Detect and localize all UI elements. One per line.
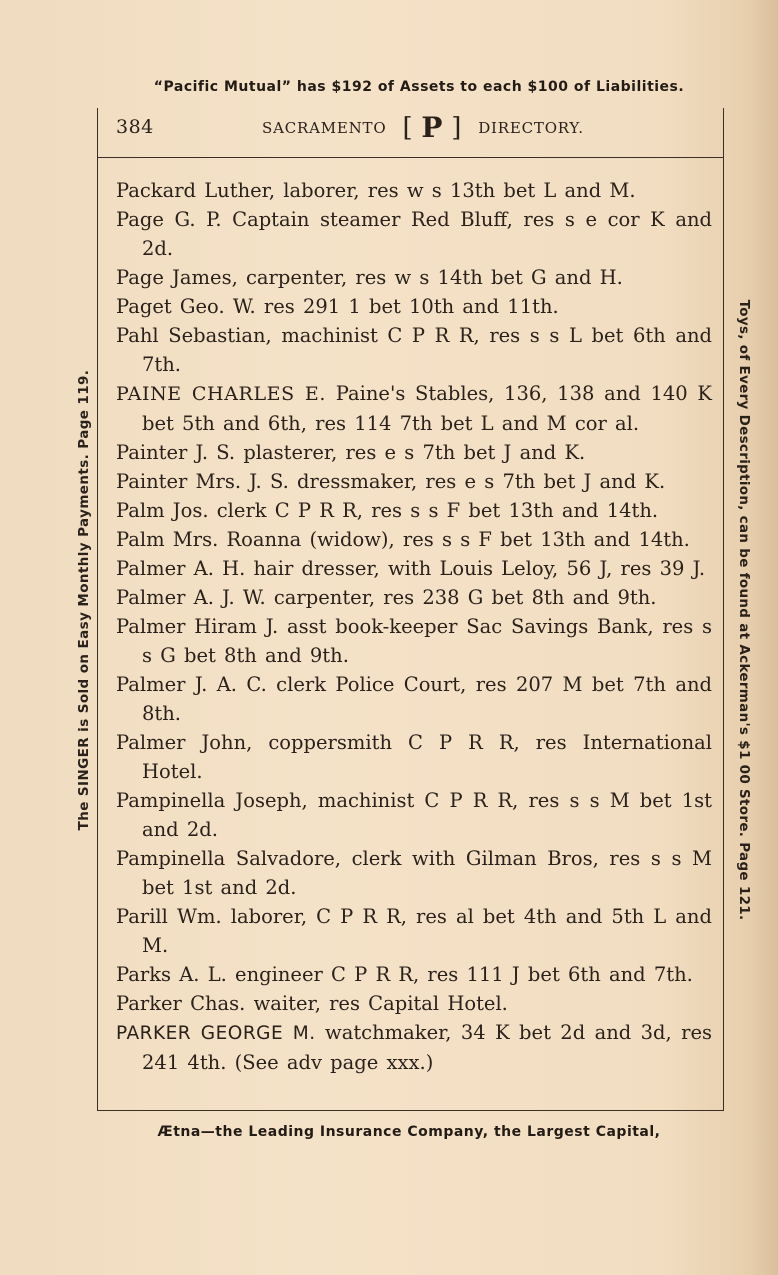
directory-entry — [116, 1018, 712, 1077]
entry-text: plasterer, res e s 7th bet J and K. — [235, 441, 586, 464]
top-advertisement: “Pacific Mutual” has $192 of Assets to each $100 of Liabilities. — [153, 79, 685, 95]
right-advertisement: Toys, of Every Description, can be found at Ackerman's $1 00 Store. Page 121. — [736, 299, 752, 921]
directory-entry — [116, 554, 712, 583]
entry-name: Palmer A. H. — [116, 557, 246, 580]
directory-entry — [116, 525, 712, 554]
running-head-city: SACRAMENTO — [262, 119, 387, 137]
entry-name: Palmer J. A. C. — [116, 673, 267, 696]
entry-name: Parker Chas. — [116, 992, 246, 1015]
entry-text: res 291 1 bet 10th and 11th. — [255, 295, 559, 318]
directory-entry — [116, 989, 712, 1018]
section-letter: P — [421, 111, 444, 144]
entry-text: carpenter, res w s 14th bet G and H. — [237, 266, 623, 289]
entry-text: (widow), res s s F bet 13th and 14th. — [301, 528, 690, 551]
entry-text: laborer, res w s 13th bet L and M. — [275, 179, 636, 202]
entry-text: clerk C P R R, res s s F bet 13th and 14th. — [208, 499, 659, 522]
directory-entry — [116, 321, 712, 379]
directory-entry — [116, 960, 712, 989]
left-advertisement: The SINGER is Sold on Easy Monthly Payments. Page 119. — [76, 369, 92, 831]
entry-text: clerk with Gilman Bros, res s s M bet 1st and 2d. — [142, 847, 713, 899]
header-rule — [97, 157, 724, 158]
entry-text: watchmaker, 34 K bet 2d and 3d, res 241 4th. (See adv page xxx.) — [142, 1021, 712, 1074]
entry-name: Parks A. L. — [116, 963, 227, 986]
directory-entries — [116, 176, 712, 1077]
directory-entry — [116, 176, 712, 205]
entry-name: Palmer Hiram J. — [116, 615, 279, 638]
directory-entry — [116, 670, 712, 728]
directory-entry — [116, 902, 712, 960]
entry-text: waiter, res Capital Hotel. — [245, 992, 508, 1015]
running-head — [262, 111, 584, 144]
page-number: 384 — [116, 116, 154, 138]
close-bracket: ] — [451, 113, 463, 143]
entry-name: Pahl Sebastian, — [116, 324, 272, 347]
entry-name: Packard Luther, — [116, 179, 276, 202]
entry-name: Palmer John, — [116, 731, 253, 754]
entry-text: machinist C P R R, res s s L bet 6th and 7th. — [142, 324, 712, 376]
entry-text: coppersmith C P R R, res International Hotel. — [142, 731, 712, 783]
directory-entry — [116, 379, 712, 438]
entry-text: asst book-keeper Sac Savings Bank, res s s G bet 8th and 9th. — [142, 615, 712, 667]
entry-name: Palm Mrs. Roanna — [116, 528, 302, 551]
entry-name: Page James, — [116, 266, 238, 289]
entry-text: clerk Police Court, res 207 M bet 7th and 8th. — [142, 673, 712, 725]
directory-entry — [116, 786, 712, 844]
directory-entry — [116, 292, 712, 321]
entry-name: Page G. P. — [116, 208, 222, 231]
entry-text: carpenter, res 238 G bet 8th and 9th. — [265, 586, 657, 609]
directory-entry — [116, 728, 712, 786]
open-bracket: [ — [402, 113, 414, 143]
entry-name: PAINE CHARLES E. — [116, 383, 327, 405]
bottom-advertisement: Ætna—the Leading Insurance Company, the Largest Capital, — [157, 1124, 661, 1140]
entry-name: Paget Geo. W. — [116, 295, 256, 318]
entry-text: machinist C P R R, res s s M bet 1st and 2d. — [142, 789, 712, 841]
running-head-title: DIRECTORY. — [478, 119, 584, 137]
directory-entry — [116, 263, 712, 292]
entry-name: PARKER GEORGE M. — [116, 1023, 316, 1044]
entry-text: hair dresser, with Louis Leloy, 56 J, res 39 J. — [245, 557, 706, 580]
directory-entry — [116, 612, 712, 670]
entry-name: Painter J. S. — [116, 441, 236, 464]
directory-entry — [116, 205, 712, 263]
entry-text: laborer, C P R R, res al bet 4th and 5th L and M. — [142, 905, 712, 957]
entry-name: Palm Jos. — [116, 499, 209, 522]
directory-entry — [116, 467, 712, 496]
directory-entry — [116, 583, 712, 612]
entry-name: Pampinella Salvadore, — [116, 847, 342, 870]
entry-text: Captain steamer Red Bluff, res s e cor K and 2d. — [142, 208, 712, 260]
entry-text: dressmaker, res e s 7th bet J and K. — [288, 470, 666, 493]
entry-name: Parill Wm. — [116, 905, 222, 928]
directory-entry — [116, 438, 712, 467]
directory-entry — [116, 496, 712, 525]
entry-name: Palmer A. J. W. — [116, 586, 266, 609]
entry-text: Paine's Stables, 136, 138 and 140 K bet 5th and 6th, res 114 7th bet L and M cor al. — [142, 382, 712, 435]
directory-entry — [116, 844, 712, 902]
entry-text: engineer C P R R, res 111 J bet 6th and 7th. — [226, 963, 693, 986]
entry-name: Pampinella Joseph, — [116, 789, 308, 812]
entry-name: Painter Mrs. J. S. — [116, 470, 289, 493]
